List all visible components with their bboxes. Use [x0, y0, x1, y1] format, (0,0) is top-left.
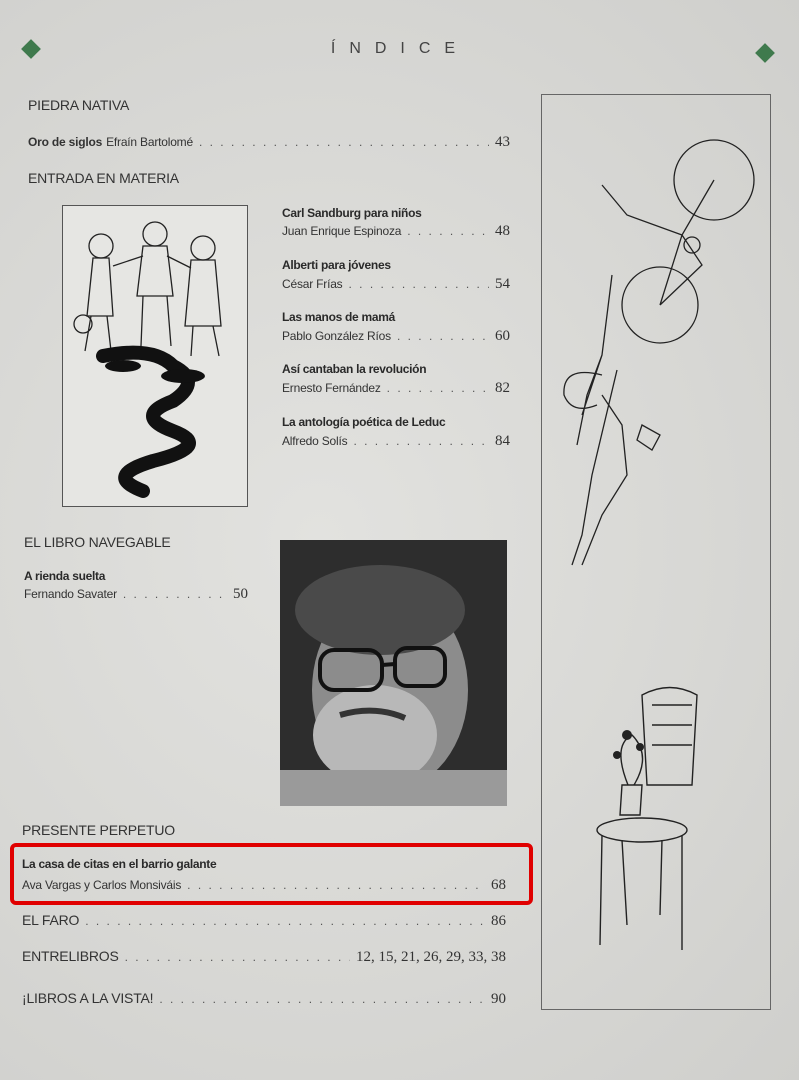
entry-title: Oro de siglos: [28, 135, 103, 149]
entry-author: Efraín Bartolomé: [106, 135, 193, 149]
dot-leader: [159, 992, 485, 1006]
children-drawing-icon: [63, 206, 247, 506]
bicycle-chair-illustration: [541, 94, 771, 1010]
page-number: 68: [491, 877, 506, 893]
entry-title-a-rienda-suelta: A rienda suelta: [24, 569, 106, 583]
page-numbers: 12, 15, 21, 26, 29, 33, 38: [356, 949, 506, 965]
entry-author: Pablo González Ríos: [282, 329, 391, 343]
entry-author: Fernando Savater: [24, 587, 117, 601]
page-title: ÍNDICE: [330, 40, 470, 57]
entry-title-carl-sandburg: Carl Sandburg para niños: [282, 206, 422, 220]
toc-entry-manos-de-mama[interactable]: [282, 328, 510, 345]
toc-entry-entrelibros[interactable]: [22, 948, 506, 966]
section-heading-libros-a-la-vista: ¡LIBROS A LA VISTA!: [22, 990, 154, 1006]
page-number: 54: [495, 276, 510, 292]
section-heading-piedra-nativa: PIEDRA NATIVA: [28, 97, 130, 113]
entry-title-antologia-leduc: La antología poética de Leduc: [282, 415, 446, 429]
section-heading-presente-perpetuo: PRESENTE PERPETUO: [22, 822, 175, 838]
section-heading-entrada-en-materia: ENTRADA EN MATERIA: [28, 170, 179, 186]
page-number: 48: [495, 223, 510, 239]
entry-title-asi-cantaban: Así cantaban la revolución: [282, 362, 427, 376]
diamond-ornament-right: [755, 43, 775, 63]
entry-title-alberti: Alberti para jóvenes: [282, 258, 391, 272]
page-number: 60: [495, 328, 510, 344]
entry-author: Ernesto Fernández: [282, 381, 381, 395]
entry-title-casa-de-citas: La casa de citas en el barrio galante: [22, 857, 217, 871]
toc-entry-carl-sandburg[interactable]: [282, 223, 510, 240]
dot-leader: [348, 277, 489, 291]
toc-entry-el-faro[interactable]: [22, 912, 506, 930]
dot-leader: [123, 587, 227, 601]
section-heading-entrelibros: ENTRELIBROS: [22, 948, 119, 964]
section-heading-libro-navegable: EL LIBRO NAVEGABLE: [24, 534, 171, 550]
dot-leader: [199, 135, 489, 149]
toc-entry-alberti[interactable]: [282, 276, 510, 293]
entry-title-manos-de-mama: Las manos de mamá: [282, 310, 395, 324]
page-number: 86: [491, 913, 506, 929]
entry-author: Alfredo Solís: [282, 434, 348, 448]
page-number: 84: [495, 433, 510, 449]
children-illustration: [62, 205, 248, 507]
bicycle-figure-drawing-icon: [542, 95, 770, 1009]
entry-author: Ava Vargas y Carlos Monsiváis: [22, 878, 182, 892]
dot-leader: [125, 950, 350, 964]
dot-leader: [85, 914, 485, 928]
toc-entry-a-rienda-suelta[interactable]: [24, 586, 248, 603]
entry-author: Juan Enrique Espinoza: [282, 224, 402, 238]
page-number: 50: [233, 586, 248, 602]
toc-entry-libros-a-la-vista[interactable]: [22, 990, 506, 1008]
dot-leader: [387, 381, 489, 395]
toc-entry-asi-cantaban[interactable]: [282, 380, 510, 397]
page-number: 90: [491, 991, 506, 1007]
dot-leader: [407, 224, 489, 238]
author-portrait-photo: [280, 540, 507, 806]
highlight-box: [10, 843, 533, 905]
toc-entry-antologia-leduc[interactable]: [282, 433, 510, 450]
portrait-image-icon: [280, 540, 507, 806]
page-number: 82: [495, 380, 510, 396]
dot-leader: [353, 434, 489, 448]
diamond-ornament-left: [21, 39, 41, 59]
section-heading-el-faro: EL FARO: [22, 912, 80, 928]
toc-entry-oro-de-siglos[interactable]: [28, 134, 510, 151]
dot-leader: [397, 329, 489, 343]
page-number: 43: [495, 134, 510, 150]
entry-author: César Frías: [282, 277, 343, 291]
